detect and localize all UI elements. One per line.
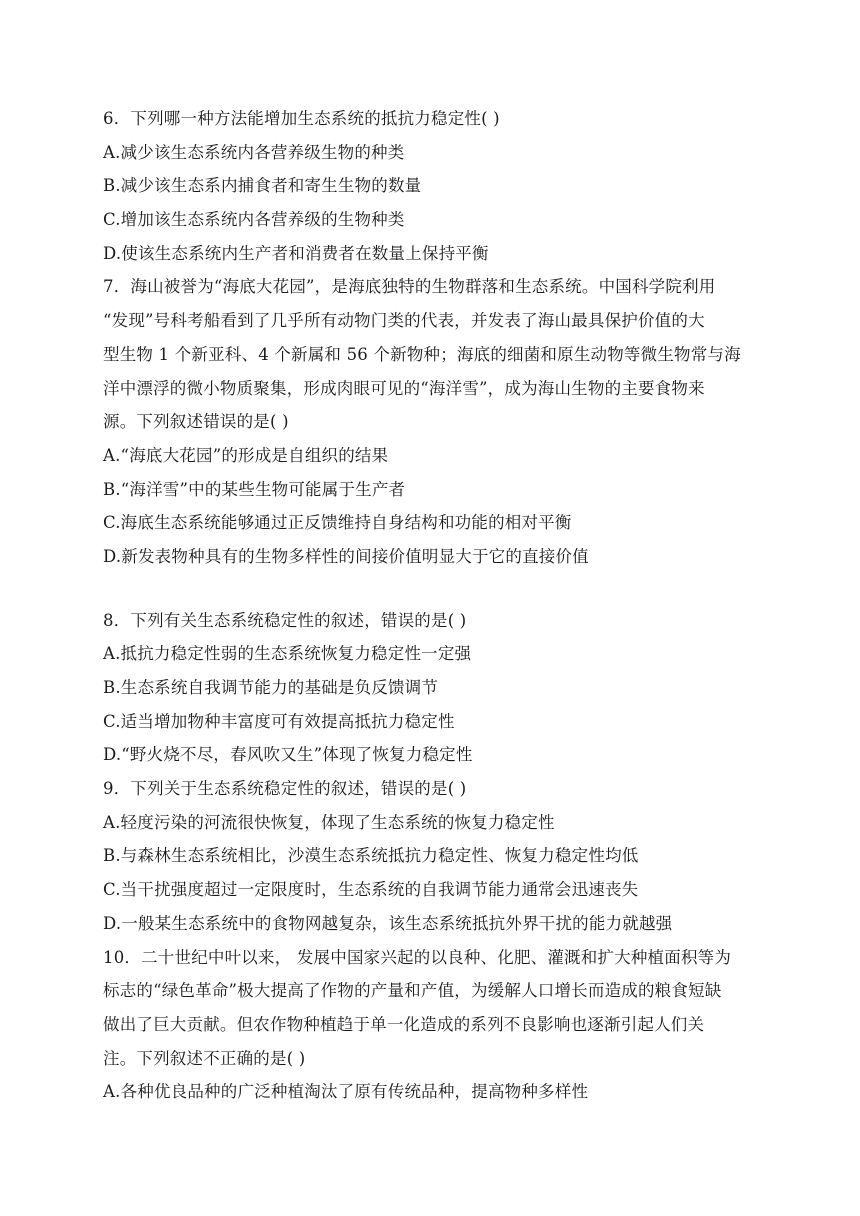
question-7-stem-line: 源。下列叙述错误的是( ) [103, 412, 289, 432]
question-10-stem-line: 注。下列叙述不正确的是( ) [103, 1048, 306, 1068]
question-7-option-a: A.“海底大花园”的形成是自组织的结果 [103, 445, 389, 465]
question-7-stem-line: 型生物 1 个新亚科、4 个新属和 56 个新物种；海底的细菌和原生动物等微生物常与海 [103, 344, 741, 364]
question-9-stem: 9．下列关于生态系统稳定性的叙述，错误的是( ) [103, 779, 467, 799]
question-7-option-d: D.新发表物种具有的生物多样性的间接价值明显大于它的直接价值 [103, 546, 589, 566]
question-8-option-a: A.抵抗力稳定性弱的生态系统恢复力稳定性一定强 [103, 644, 472, 664]
question-6 [103, 102, 763, 270]
question-10-stem-line: 标志的“绿色革命”极大提高了作物的产量和产值，为缓解人口增长而造成的粮食短缺 [103, 981, 722, 1001]
question-10-stem-line: 做出了巨大贡献。但农作物种植趋于单一化造成的系列不良影响也逐渐引起人们关 [103, 1014, 705, 1034]
question-8 [103, 604, 763, 772]
question-9-option-c: C.当干扰强度超过一定限度时，生态系统的自我调节能力通常会迅速丧失 [103, 880, 639, 900]
question-10-option-a: A.各种优良品种的广泛种植淘汰了原有传统品种，提高物种多样性 [103, 1082, 589, 1102]
exam-page [103, 102, 763, 1109]
question-7-stem-line: 7．海山被誉为“海底大花园”，是海底独特的生物群落和生态系统。中国科学院利用 [103, 277, 716, 297]
question-6-option-c: C.增加该生态系统内各营养级的生物种类 [103, 210, 405, 230]
question-8-stem: 8．下列有关生态系统稳定性的叙述，错误的是( ) [103, 610, 467, 630]
question-6-option-d: D.使该生态系统内生产者和消费者在数量上保持平衡 [103, 243, 489, 263]
question-7-stem-line: 洋中漂浮的微小物质聚集，形成肉眼可见的“海洋雪”，成为海山生物的主要食物来 [103, 378, 705, 398]
question-8-option-c: C.适当增加物种丰富度可有效提高抵抗力稳定性 [103, 711, 455, 731]
question-10 [103, 941, 763, 1109]
question-9-option-a: A.轻度污染的河流很快恢复，体现了生态系统的恢复力稳定性 [103, 812, 555, 832]
question-9-option-d: D.一般某生态系统中的食物网越复杂，该生态系统抵抗外界干扰的能力就越强 [103, 913, 673, 933]
question-8-option-d: D.“野火烧不尽，春风吹又生”体现了恢复力稳定性 [103, 745, 473, 765]
question-7-option-b: B.“海洋雪”中的某些生物可能属于生产者 [103, 479, 406, 499]
question-8-option-b: B.生态系统自我调节能力的基础是负反馈调节 [103, 678, 439, 697]
question-10-stem-line: 10．二十世纪中叶以来， 发展中国家兴起的以良种、化肥、灌溉和扩大种植面积等为 [103, 947, 732, 967]
question-6-option-a: A.减少该生态系统内各营养级生物的种类 [103, 142, 405, 162]
question-7-option-c: C.海底生态系统能够通过正反馈维持自身结构和功能的相对平衡 [103, 513, 572, 533]
question-6-option-b: B.减少该生态系内捕食者和寄生生物的数量 [103, 176, 422, 196]
question-6-stem: 6．下列哪一种方法能增加生态系统的抵抗力稳定性( ) [103, 109, 500, 128]
question-9-option-b: B.与森林生态系统相比，沙漠生态系统抵抗力稳定性、恢复力稳定性均低 [103, 846, 639, 866]
question-7 [103, 270, 763, 573]
question-7-stem-line: “发现”号科考船看到了几乎所有动物门类的代表，并发表了海山最具保护价值的大 [103, 311, 705, 331]
question-9 [103, 772, 763, 940]
blank-spacer [103, 574, 763, 604]
